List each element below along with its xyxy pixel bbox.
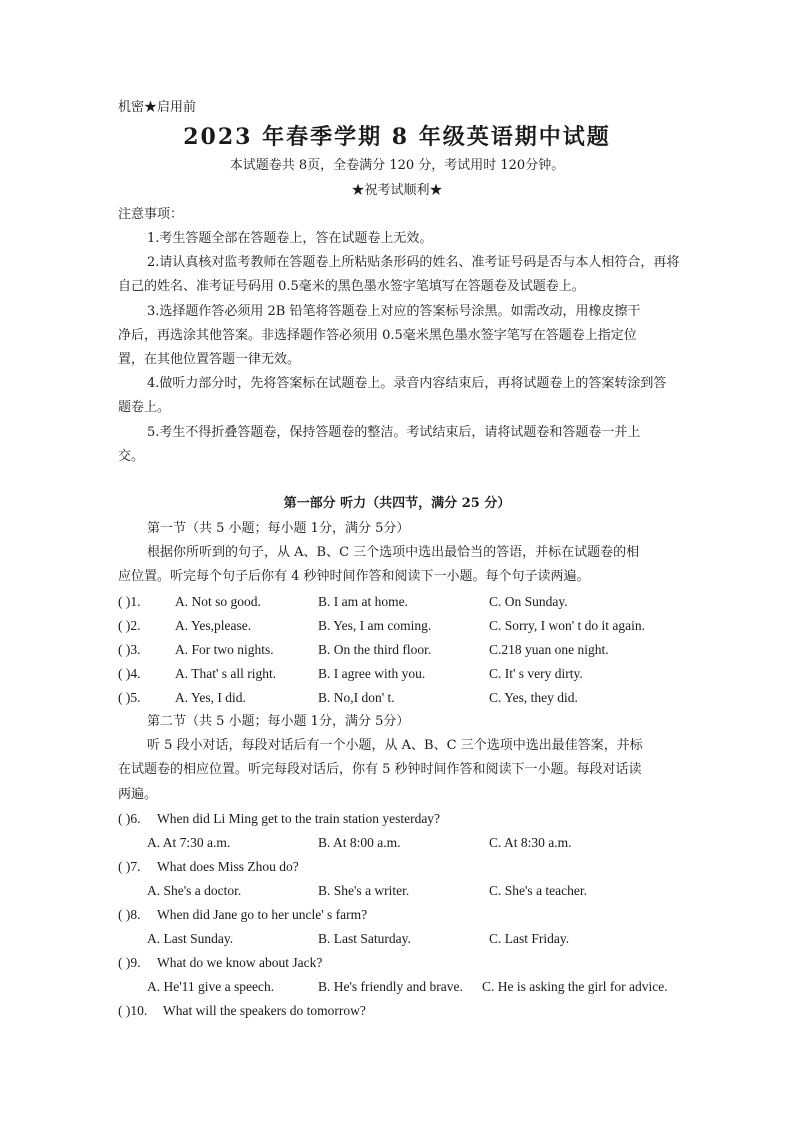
option-b: B. He's friendly and brave. <box>318 979 463 994</box>
option-b: B. Last Saturday. <box>318 931 411 946</box>
option-c: C. Sorry, I won' t do it again. <box>489 618 646 633</box>
exam-info: 本试题卷共 8页，全卷满分 120 分，考试用时 120分钟。 <box>229 158 565 173</box>
question-number: ( )10. <box>118 1003 148 1018</box>
option-c: C. He is asking the girl for advice. <box>482 979 668 994</box>
option-a: A. At 7:30 a.m. <box>147 835 231 850</box>
section2-instruction: 在试题卷的相应位置。听完每段对话后，你有 5 秒钟时间作答和阅读下一小题。每段对话读 <box>118 762 642 777</box>
question-stem: What will the speakers do tomorrow? <box>163 1003 366 1018</box>
section2-instruction: 听 5 段小对话，每段对话后有一个小题，从 A、B、C 三个选项中选出最佳答案，并标 <box>147 738 643 753</box>
exam-title: 2023 年春季学期 8 年级英语期中试题 <box>183 124 611 150</box>
option-b: B. I am at home. <box>318 594 408 609</box>
option-a: A. Last Sunday. <box>147 931 234 946</box>
section1-heading: 第一节（共 5 小题；每小题 1分，满分 5分） <box>147 521 410 536</box>
confidential-label: 机密★启用前 <box>118 100 197 115</box>
question-stem: What do we know about Jack? <box>157 955 323 970</box>
question-number: ( )2. <box>118 618 141 633</box>
option-b: B. At 8:00 a.m. <box>318 835 401 850</box>
note-line: 净后，再选涂其他答案。非选择题作答必须用 0.5毫米黑色墨水签字笔写在答题卷上指定位 <box>118 328 637 343</box>
question-number: ( )1. <box>118 594 141 609</box>
question-number: ( )8. <box>118 907 141 922</box>
option-c: C. Last Friday. <box>489 931 570 946</box>
question-number: ( )5. <box>118 690 141 705</box>
wish-line: ★祝考试顺利★ <box>351 183 443 198</box>
note-line: 自己的姓名、准考证号码用 0.5毫米的黑色墨水签字笔填写在答题卷及试题卷上。 <box>118 279 585 294</box>
option-b: B. No,I don' t. <box>318 690 395 705</box>
option-a: A. She's a doctor. <box>147 883 242 898</box>
note-line: 5.考生不得折叠答题卷，保持答题卷的整洁。考试结束后，请将试题卷和答题卷一并上 <box>147 425 641 440</box>
option-c: C. At 8:30 a.m. <box>489 835 572 850</box>
option-a: A. Yes,please. <box>175 618 252 633</box>
option-c: C. She's a teacher. <box>489 883 588 898</box>
notes-heading: 注意事项： <box>118 207 184 222</box>
option-c: C.218 yuan one night. <box>489 642 609 657</box>
question-number: ( )9. <box>118 955 141 970</box>
note-line: 1.考生答题全部在答题卷上，答在试题卷上无效。 <box>147 231 433 246</box>
option-b: B. I agree with you. <box>318 666 426 681</box>
question-stem: When did Jane go to her uncle' s farm? <box>157 907 368 922</box>
option-a: A. For two nights. <box>175 642 274 657</box>
note-line: 3.选择题作答必须用 2B 铅笔将答题卷上对应的答案标号涂黑。如需改动，用橡皮擦干 <box>147 304 641 319</box>
note-line: 2.请认真核对监考教师在答题卷上所粘贴条形码的姓名、准考证号码是否与本人相符合，再将 <box>147 255 680 270</box>
note-line: 交。 <box>118 449 145 464</box>
section1-instruction: 根据你所听到的句子，从 A、B、C 三个选项中选出最恰当的答语，并标在试题卷的相 <box>147 545 640 560</box>
option-b: B. She's a writer. <box>318 883 410 898</box>
section2-instruction: 两遍。 <box>118 787 158 802</box>
option-a: A. That' s all right. <box>175 666 277 681</box>
question-number: ( )6. <box>118 811 141 826</box>
question-stem: When did Li Ming get to the train station yesterday? <box>157 811 441 826</box>
option-a: A. Not so good. <box>175 594 261 609</box>
question-stem: What does Miss Zhou do? <box>157 859 299 874</box>
option-c: C. On Sunday. <box>489 594 568 609</box>
question-number: ( )3. <box>118 642 141 657</box>
note-line: 题卷上。 <box>118 400 171 415</box>
section1-instruction: 应位置。听完每个句子后你有 4 秒钟时间作答和阅读下一小题。每个句子读两遍。 <box>118 569 590 584</box>
note-line: 4.做听力部分时，先将答案标在试题卷上。录音内容结束后，再将试题卷上的答案转涂到答 <box>147 376 667 391</box>
option-c: C. Yes, they did. <box>489 690 578 705</box>
note-line: 置，在其他位置答题一律无效。 <box>118 352 301 367</box>
option-a: A. He'11 give a speech. <box>147 979 275 994</box>
question-number: ( )7. <box>118 859 141 874</box>
option-c: C. It' s very dirty. <box>489 666 583 681</box>
section2-heading: 第二节（共 5 小题；每小题 1分，满分 5分） <box>147 714 410 729</box>
part1-heading: 第一部分 听力（共四节，满分 25 分） <box>283 496 511 511</box>
question-number: ( )4. <box>118 666 141 681</box>
option-a: A. Yes, I did. <box>175 690 246 705</box>
option-b: B. Yes, I am coming. <box>318 618 432 633</box>
option-b: B. On the third floor. <box>318 642 432 657</box>
